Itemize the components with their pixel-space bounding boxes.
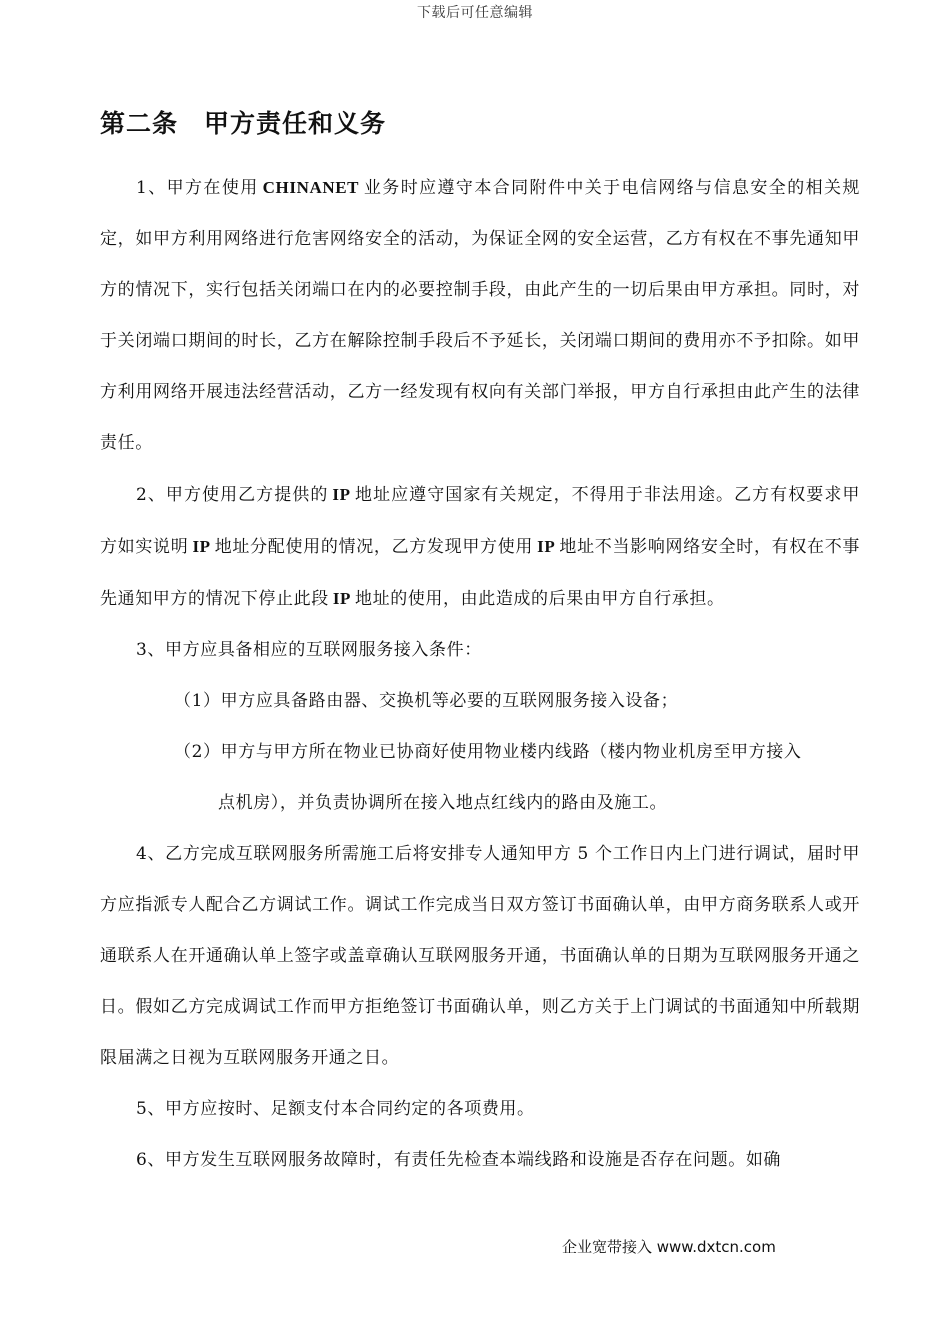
clause-2 [100, 469, 860, 625]
header-note: 下载后可任意编辑 [417, 5, 533, 21]
clause-1-part-c: 业务时应遵守本合同附件中关于电信网络与信息安全的相关规定，如甲方利用网络进行危害网络安全的活动，为保证全网的安全运营，乙方有权在不事先通知甲方的情况下，实行包括关闭端口在内的必要控制手段，由此产生的一切后果由甲方承担。同时，对于关闭端口期间的时长，乙方在解除控制手段后不予延长，关闭端口期间的费用亦不予扣除。如甲方利用网络开展违法经营活动，乙方一经发现有权向有关部门举报，甲方自行承担由此产生的法律责任。 [100, 178, 861, 453]
clause-3-item-2 [100, 727, 860, 829]
section-title: 第二条 甲方责任和义务 [100, 109, 387, 138]
clause-2-ip-2: IP [192, 537, 211, 556]
clause-1-part-a: 1、甲方在使用 [136, 178, 259, 198]
clause-6: 6、甲方发生互联网服务故障时，有责任先检查本端线路和设施是否存在问题。如确 [136, 1150, 782, 1170]
clause-2-part-e: 地址的使用，由此造成的后果由甲方自行承担。 [355, 589, 725, 609]
clause-5: 5、甲方应按时、足额支付本合同约定的各项费用。 [136, 1099, 535, 1119]
clause-2-ip-4: IP [332, 589, 352, 608]
clause-3: 3、甲方应具备相应的互联网服务接入条件： [136, 640, 482, 660]
clause-2-part-d: 地址不当影响网络安全时，有权在不事先通知甲方的情况下停止此段 [100, 537, 860, 609]
clause-2-part-b: 地址应遵守国家有关规定，不得用于非法用途。乙方有权要求甲方如实说明 [100, 485, 860, 557]
clause-2-part-a: 2、甲方使用乙方提供的 [136, 485, 329, 505]
clause-1-chinanet: CHINANET [262, 178, 360, 197]
footer-note: 企业宽带接入 www.dxtcn.com [562, 1238, 776, 1256]
clause-3-item-2-line-2: 点机房），并负责协调所在接入地点红线内的路由及施工。 [218, 793, 668, 813]
clause-3-item-1: （1）甲方应具备路由器、交换机等必要的互联网服务接入设备； [174, 691, 679, 711]
clause-1 [100, 162, 860, 469]
clause-3-item-2-line-1: （2）甲方与甲方所在物业已协商好使用物业楼内线路（楼内物业机房至甲方接入 [174, 742, 802, 762]
document-body [100, 162, 860, 1186]
clause-2-ip-3: IP [537, 537, 556, 556]
clause-2-ip-1: IP [332, 485, 351, 504]
clause-2-part-c: 地址分配使用的情况，乙方发现甲方使用 [214, 537, 534, 557]
clause-4: 4、乙方完成互联网服务所需施工后将安排专人通知甲方 5 个工作日内上门进行调试，届时甲方应指派专人配合乙方调试工作。调试工作完成当日双方签订书面确认单，由甲方商务联系人或开通联系人在开通确认单上签字或盖章确认互联网服务开通，书面确认单的日期为互联网服务开通之日。假如乙方完成调试工作而甲方拒绝签订书面确认单，则乙方关于上门调试的书面通知中所载期限届满之日视为互联网服务开通之日。 [100, 844, 860, 1068]
